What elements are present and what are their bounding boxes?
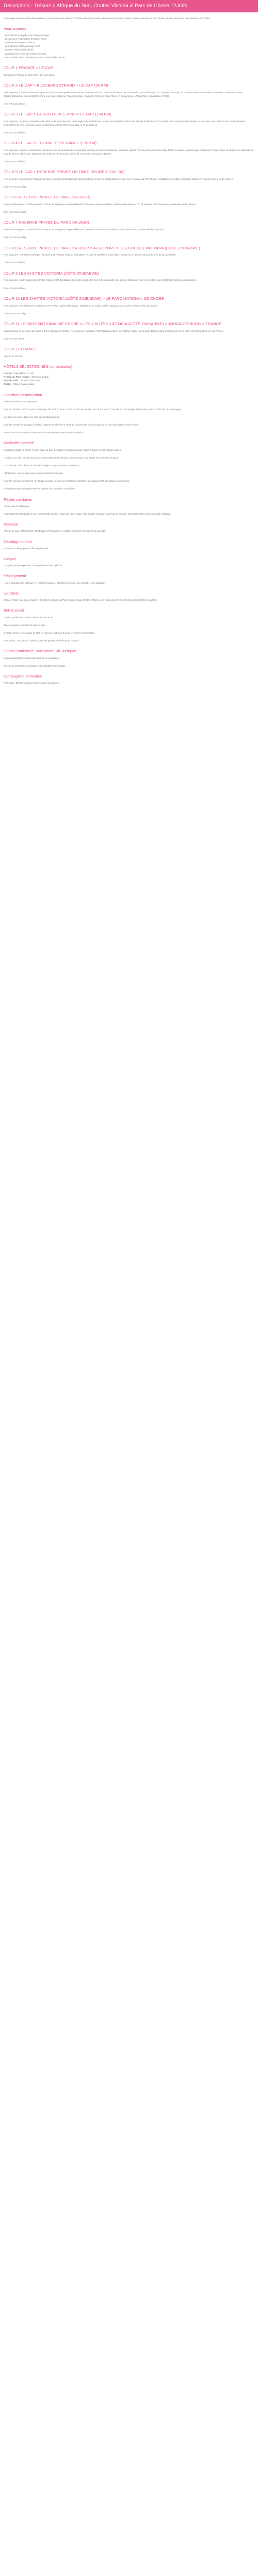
- day-text: Dîner et nuit au lodge.: [4, 211, 27, 214]
- day-title: JOUR 8 RESERVE PRIVEE DU PARC KRUGER > AEROPORT > LES CHUTES VICTORIA (CÔTÉ ZIMBABWE): [4, 245, 200, 250]
- modalites-title: Modalités d'entrée: [4, 440, 34, 446]
- bon-savoir-section: [4, 608, 254, 642]
- day-text: Dîner et nuit au lodge.: [4, 312, 27, 315]
- sante-title: Règles sanitaires: [4, 497, 33, 502]
- day-text: Petit déjeuner. Visite guidée des Chutes Victoria côté Zimbabwe, l'une des plus belles merveilles naturelles du monde. Déjeuner. Après-midi libre pour profiter des activités optionnelles.: [4, 279, 197, 282]
- hotels-title: HÔTELS SÉLECTIONNÉS (ou similaires): [4, 364, 72, 369]
- sante-text: Un traitement antipaludéen est recommandé pour la région du Parc Kruger, des Chutes Victoria et du Parc de Chobe. Consultez votre médecin avant le départ.: [4, 512, 171, 515]
- page-title: Description - Trésors d'Afrique du Sud, Chutes Victoria & Parc de Chobe 12J/9N: [4, 3, 187, 9]
- day-text: Safari matinal en véhicule 4x4 dans le Parc National de Chobe. Petit déjeuner au lodge. Transfert à l'aéroport de Victoria Falls et envol pour Johannesburg. Connexion avec votre vol international vers la France.: [4, 329, 224, 332]
- day-block: [4, 321, 254, 341]
- vous-aimerez-section: [4, 26, 254, 59]
- option-text: Service personnalisé à l'aéroport pour faciliter votre départ.: [4, 664, 66, 667]
- list-item: - Les Chutes de Blyde et la Réserve Kruger: [4, 33, 50, 37]
- page: [0, 0, 258, 694]
- day-text: Dîner et nuit à l'hôtel.: [4, 261, 26, 264]
- list-item: - Le Parc National de Chobe: [4, 48, 34, 52]
- hotel-name: Tintswalo Lodge: [31, 376, 49, 379]
- day-text: Petit déjeuner. Départ pour l'aéroport du Cap et envol à destination de Johannesburg. Arrivée et continuation vers la réserve privée du Parc Kruger. Installation au lodge et premier safari en véhicule 4x4 en fin de journée.: [4, 178, 234, 181]
- conditions-text: Nous vous recommandons vivement de souscrire une assurance annulation.: [4, 431, 84, 434]
- modalites-text: Passeport valide au moins 6 mois après la date de retour et comportant au moins 2 pages vierges consécutives.: [4, 448, 122, 451]
- conditions-text: Pour les ventes de voyages à forfait, l'agence se réserve le droit de facturer des frais de dossier en cas d'annulation par le client.: [4, 423, 139, 427]
- day-text: Réveil matinal pour un safari à l'aube. Retour au lodge pour le petit déjeuner. Déjeuner. Après-midi libre, puis nouveau safari en fin de journée pour découvrir les animaux de la réserve.: [4, 203, 197, 206]
- day-text: Dîner et nuit à bord.: [4, 337, 25, 340]
- day-block: [4, 271, 254, 290]
- climat-section: [4, 591, 254, 602]
- day-text: Arrivée en France.: [4, 354, 23, 358]
- langue-section: [4, 556, 254, 567]
- option-title: Option Fourbature : Assistance VIP Aéroport: [4, 649, 77, 654]
- bon-savoir-text: Pourboires : non inclus, à prévoir pour les guides, chauffeurs et rangers.: [4, 639, 79, 642]
- day-block: [4, 220, 254, 239]
- decalage-title: Décalage horaire: [4, 539, 32, 544]
- day-block: [4, 170, 254, 189]
- list-item: - La faune sauvage en liberté: [4, 41, 35, 44]
- option-text: Option disponible sur demande lors de la réservation.: [4, 656, 60, 659]
- option-section: [4, 649, 254, 668]
- modalites-text: Renseignements complémentaires auprès des autorités consulaires.: [4, 487, 76, 490]
- title-banner: [0, 0, 258, 12]
- modalites-text: * Zimbabwe : visa obtenu à l'arrivée à régler sur place (environ 50 USD).: [4, 464, 80, 467]
- bon-savoir-title: Bon à savoir: [4, 608, 24, 613]
- day-block: [4, 246, 254, 265]
- itinerary: [4, 65, 254, 358]
- day-block: [4, 347, 254, 358]
- conditions-text: Plus de 30 jours : 30% du prix du voyage. De 30 à 21 jours : 50% du prix du voyage. De 20 à 8 jours : 75% du prix du voyage. Moins de 8 jours : 100% du prix du voyage.: [4, 408, 182, 411]
- conditions-text: Frais d'annulation par personne :: [4, 400, 39, 403]
- sante-text: Aucun vaccin obligatoire.: [4, 504, 30, 507]
- day-title: JOUR 10 LES CHUTES VICTORIA (CÔTÉ ZIMBABWE) > LE PARC NATIONAL DE CHOBE: [4, 296, 164, 301]
- hotel-location: Victoria Falls :: [4, 379, 20, 382]
- hotel-location: Région du Parc Kruger :: [4, 376, 31, 379]
- day-text: Petit déjeuner à bord. Arrivée au Cap et accueil par votre guide francophone. Transfert vers le centre de la ville et découverte du centre historique du Cap avec Bo-Kaap, le quartier malais aux maisons colorées. Continuation vers Bloubergstrand où vous profiterez d'une vue imprenable sur Table Mountain. Déjeuner. Retour à Cape Town en passant par le Waterfront. Installation à l'hôtel.: [4, 91, 243, 97]
- list-item: - La descente à pied des Chutes Victoria: [4, 52, 46, 55]
- sante-section: [4, 497, 254, 516]
- bon-savoir-text: Réserve privée : les safaris se font en véhicule 4x4 ouvert avec un ranger et un pisteur.: [4, 632, 95, 634]
- day-title: JOUR 7 RESERVE PRIVEE DU PARC KRUGER: [4, 220, 89, 225]
- day-text: Dîner et nuit à l'hôtel.: [4, 286, 26, 290]
- hebergement-section: [4, 573, 254, 584]
- hotel-name: Chobe Safari Lodge: [13, 383, 35, 386]
- day-block: [4, 83, 254, 106]
- compagnies-text: Air France, British Airways, Qatar Airways ou autres...: [4, 682, 60, 685]
- day-title: JOUR 1 FRANCE > LE CAP: [4, 65, 54, 70]
- vous-aimerez-title: Vous aimerez: [4, 26, 26, 31]
- list-item: - Le survol en hélicoptère du Cape Town: [4, 38, 46, 41]
- langue-title: Langue: [4, 556, 16, 562]
- decalage-section: [4, 539, 254, 550]
- day-block: [4, 296, 254, 315]
- day-title: JOUR 2 LE CAP > BLOUBERGSTRAND > LE CAP (50 KM): [4, 82, 108, 88]
- day-title: JOUR 6 RESERVE PRIVEE DU PARC KRUGER): [4, 195, 91, 200]
- climat-title: Le climat: [4, 590, 19, 596]
- day-text: Petit déjeuner. Journée consacrée à la visite de la route des vins de la région de Stellenbosch et de Franschhoek. Visite de la ville de Stellenbosch, l'une des plus anciennes de l'Afrique du Sud avec ses maisons de style hollandais. Dégustation de vins. Déjeuner dans un domaine viticole. Retour au Cap en fin de journée.: [4, 120, 246, 126]
- modalites-text: * Afrique du Sud : pas de visa pour les ressortissants français pour un séjour touristique de moins de 90 jours.: [4, 456, 119, 459]
- intro-text: Un voyage avec ces deux découverts les plus beaux sites naturels d'Afrique du Sud à travers des routes hors des sentiers et vous terminerez aux Chutes Victoria et dans le Parc National de Chobe.: [4, 16, 211, 20]
- list-item: - Les Chutes Victoria du Cap Point: [4, 45, 40, 48]
- hotel-line: [4, 375, 254, 379]
- hotel-name: Cape Milner 4* (nl): [13, 372, 34, 375]
- bon-savoir-text: Guide : guide francophone durant tout le circuit.: [4, 616, 54, 619]
- day-text: Réveil matinal pour un safari à l'aube. Retour au lodge pour le petit déjeuner. Journée consacrée aux safaris dans la réserve à la recherche des Big Five.: [4, 228, 164, 231]
- day-block: [4, 112, 254, 134]
- modalites-section: [4, 440, 254, 490]
- day-text: Dîner et nuit à l'hôtel.: [4, 102, 26, 105]
- day-text: Petit déjeuner. Transfert vers le Botswana et le Parc National de Chobe. Installation au lodge. Safari nautique sur la rivière Chobe en fin de journée.: [4, 304, 158, 307]
- monnaie-text: Afrique du Sud : Rand (ZAR). Zimbabwe et Botswana : le dollar américain est largement accepté.: [4, 530, 106, 533]
- list-item: - Les 2 safaris dont 1 nautique au Parc National de Chobe: [4, 56, 65, 59]
- hotels-list: [4, 371, 254, 386]
- day-title: JOUR 4 LE CAP DE BONNE ESPERANCE (170 KM): [4, 141, 97, 146]
- day-text: Envol pour l'Afrique du Sud. Dîner et nuit à bord.: [4, 73, 55, 76]
- day-title: JOUR 11 LE PARC NATIONAL DE CHOBE > LES CHUTES VICTORIA (CÔTÉ ZIMBABWE) > JOHANNESBURG > FRANCE: [4, 321, 222, 326]
- modalites-text: Pour les mineurs voyageant en Afrique du Sud, un acte de naissance intégral et des documents spécifiques sont exigés.: [4, 480, 130, 483]
- day-title: JOUR 3 LE CAP > LA ROUTE DES VINS > LE CAP (150 KM): [4, 111, 111, 116]
- day-title: JOUR 5 LE CAP > RESERVE PRIVEE DU PARC KRUGER (100 KM): [4, 170, 125, 175]
- day-text: Dîner et nuit à l'hôtel.: [4, 131, 26, 134]
- modalites-text: * Botswana : pas de visa pour les ressortissants français.: [4, 472, 64, 475]
- day-block: [4, 195, 254, 214]
- hebergement-text: Hôtels et lodges de catégorie 4* (normes locales), sélectionnés pour leur confort et leur situation.: [4, 581, 105, 584]
- day-block: [4, 141, 254, 163]
- monnaie-section: [4, 522, 254, 533]
- day-text: Dîner et nuit à l'hôtel.: [4, 160, 26, 163]
- hotel-line: [4, 379, 254, 382]
- day-text: Petit déjeuner. Transfert à l'aéroport et envol pour Victoria Falls au Zimbabwe. Accueil et transfert à votre hôtel. Croisière au coucher du soleil sur le fleuve Zambèze.: [4, 253, 176, 257]
- climat-text: Climat tempéré au Cap, chaud en été dans la région du Parc Kruger et aux Chutes Victoria. Les nuits peuvent être fraîches pendant l'hiver austral.: [4, 599, 157, 602]
- day-title: JOUR 12 FRANCE: [4, 346, 37, 351]
- hotel-name: Victoria Falls Hotel: [20, 379, 40, 382]
- compagnies-section: [4, 674, 254, 685]
- bon-savoir-text: Taxes aéroport : comprises dans le prix.: [4, 623, 46, 626]
- day-block: [4, 65, 254, 77]
- day-text: Dîner et nuit au lodge.: [4, 236, 27, 239]
- conditions-section: [4, 393, 254, 435]
- langue-text: L'anglais est parlé partout. Votre guide est francophone.: [4, 564, 62, 567]
- conditions-text: Les frais de visa et taxes ne sont pas remboursables.: [4, 416, 60, 419]
- compagnies-title: Compagnies aériennes: [4, 673, 42, 679]
- hotel-line: [4, 382, 254, 386]
- day-text: Petit déjeuner. Journée entièrement consacrée à la découverte de la péninsule du Cap de Bonne Espérance. Croisière jusqu'à l'île aux phoques à Hout Bay. Route à travers le pittoresque Chapman's Peak. Visite de la Réserve Naturelle du Cap de Bonne Espérance. Déjeuner de poissons. Visite de la colonie de manchots de Boulders Beach.: [4, 148, 254, 156]
- hotels-section: [4, 364, 254, 386]
- conditions-title: Conditions d'annulation: [4, 392, 42, 397]
- day-text: Dîner et nuit au lodge.: [4, 185, 27, 189]
- decalage-text: +1 heure en hiver, pas de décalage en été.: [4, 547, 49, 550]
- day-title: JOUR 9 LES CHUTES VICTORIA (CÔTÉ ZIMBABWE): [4, 270, 100, 276]
- hotel-location: Chobe :: [4, 383, 13, 386]
- vous-aimerez-list: [4, 33, 254, 59]
- monnaie-title: Monnaie: [4, 522, 18, 527]
- hotel-line: [4, 371, 254, 375]
- hotel-location: Le Cap :: [4, 372, 13, 375]
- hebergement-title: Hébergement: [4, 573, 26, 579]
